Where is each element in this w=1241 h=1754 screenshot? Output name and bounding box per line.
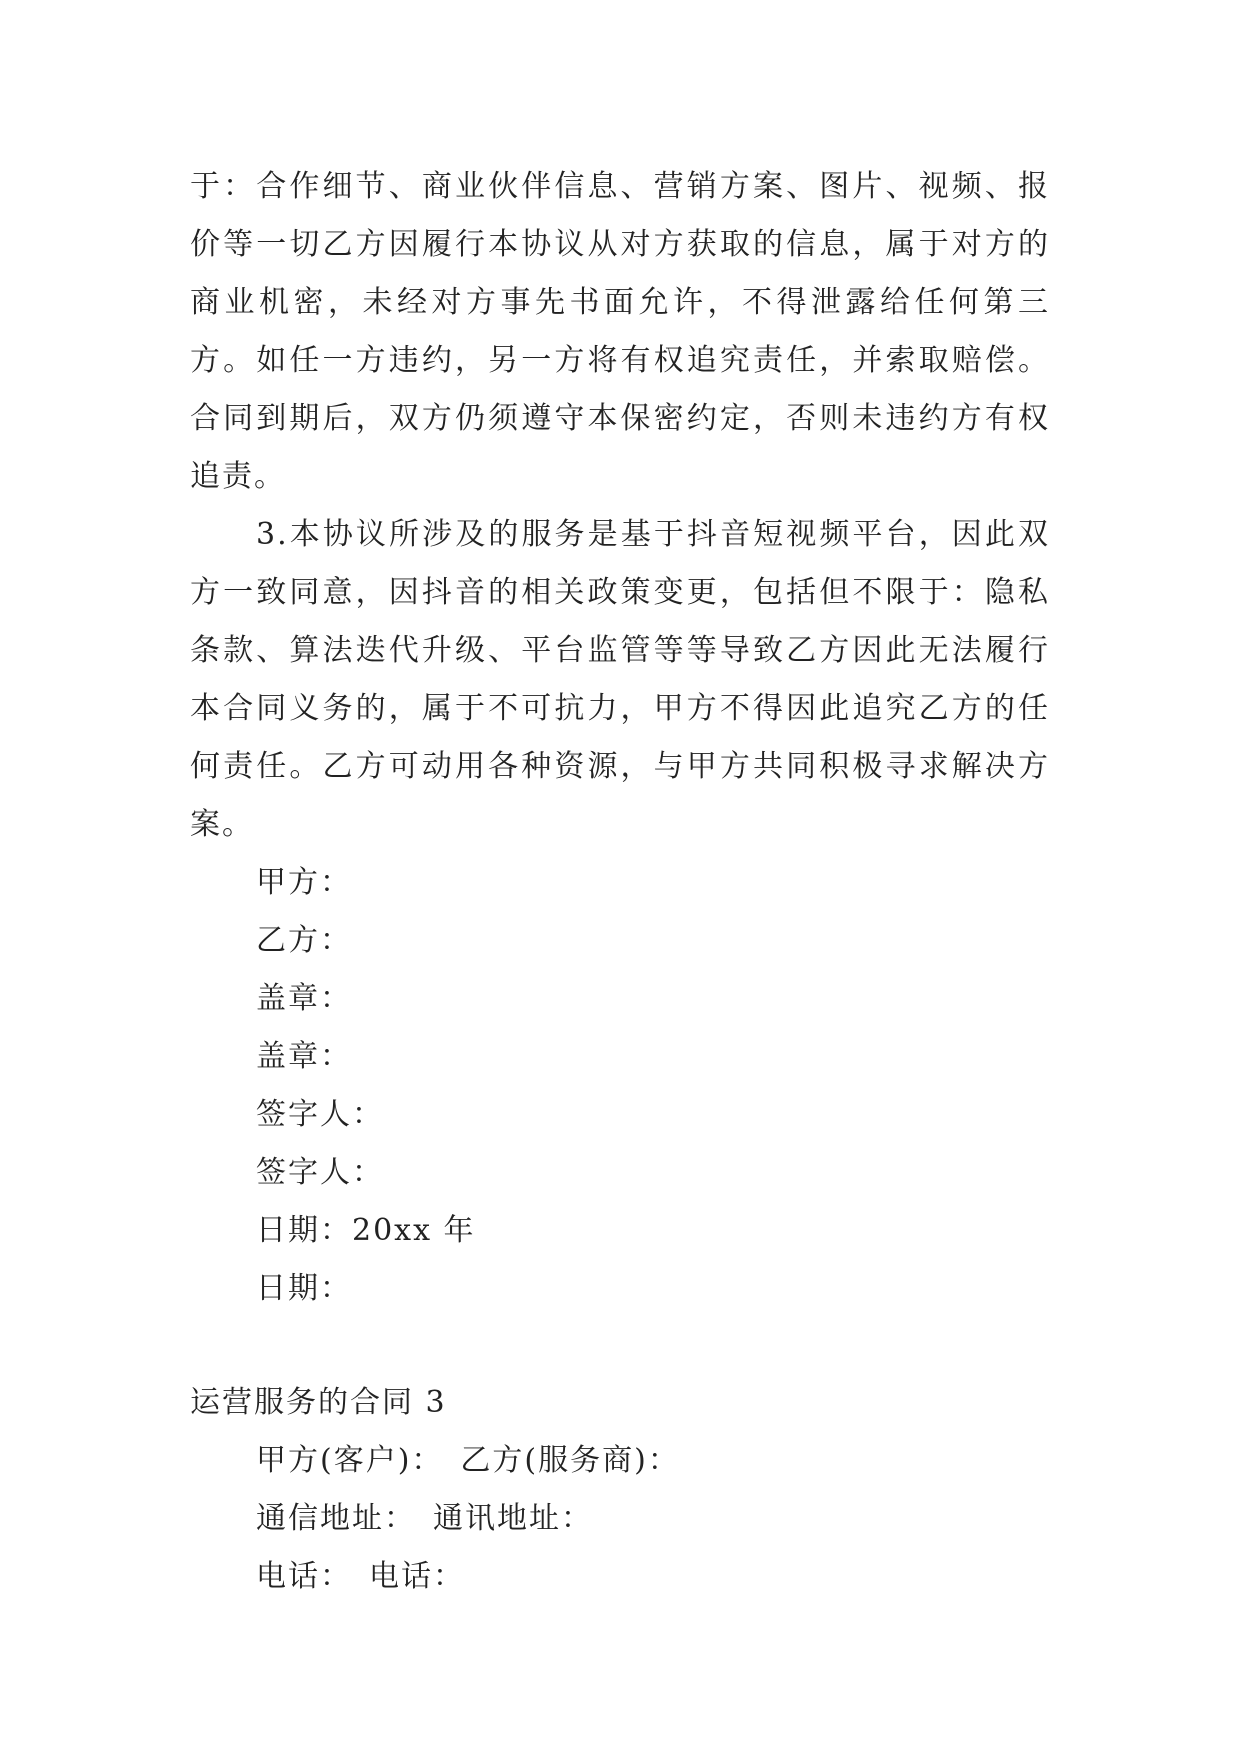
document-content <box>190 158 1050 1606</box>
confidentiality-paragraph: 于：合作细节、商业伙伴信息、营销方案、图片、视频、报价等一切乙方因履行本协议从对方获取的信息，属于对方的商业机密，未经对方事先书面允许，不得泄露给任何第三方。如任一方违约，另一方将有权追究责任，并索取赔偿。合同到期后，双方仍须遵守本保密约定，否则未违约方有权追责。 <box>190 169 1050 494</box>
date-label-b: 日期： <box>256 1271 352 1306</box>
party-a-label: 甲方： <box>256 865 352 900</box>
address-line: 通信地址： 通讯地址： <box>256 1501 593 1536</box>
section-title: 运营服务的合同 3 <box>190 1385 447 1420</box>
parties-line: 甲方(客户)： 乙方(服务商)： <box>256 1443 680 1478</box>
seal-label-a: 盖章： <box>256 981 352 1016</box>
phone-line: 电话： 电话： <box>256 1559 465 1594</box>
signatory-label-a: 签字人： <box>256 1097 384 1132</box>
force-majeure-paragraph: 3.本协议所涉及的服务是基于抖音短视频平台，因此双方一致同意，因抖音的相关政策变更，包括但不限于：隐私条款、算法迭代升级、平台监管等等导致乙方因此无法履行本合同义务的，属于不可抗力，甲方不得因此追究乙方的任何责任。乙方可动用各种资源，与甲方共同积极寻求解决方案。 <box>190 517 1050 842</box>
party-b-label: 乙方： <box>256 923 352 958</box>
signatory-label-b: 签字人： <box>256 1155 384 1190</box>
contract-header-block <box>190 1432 1050 1606</box>
section-spacer <box>190 1318 1050 1374</box>
signature-block <box>190 854 1050 1318</box>
seal-label-b: 盖章： <box>256 1039 352 1074</box>
date-label-a: 日期：20xx 年 <box>256 1213 476 1248</box>
